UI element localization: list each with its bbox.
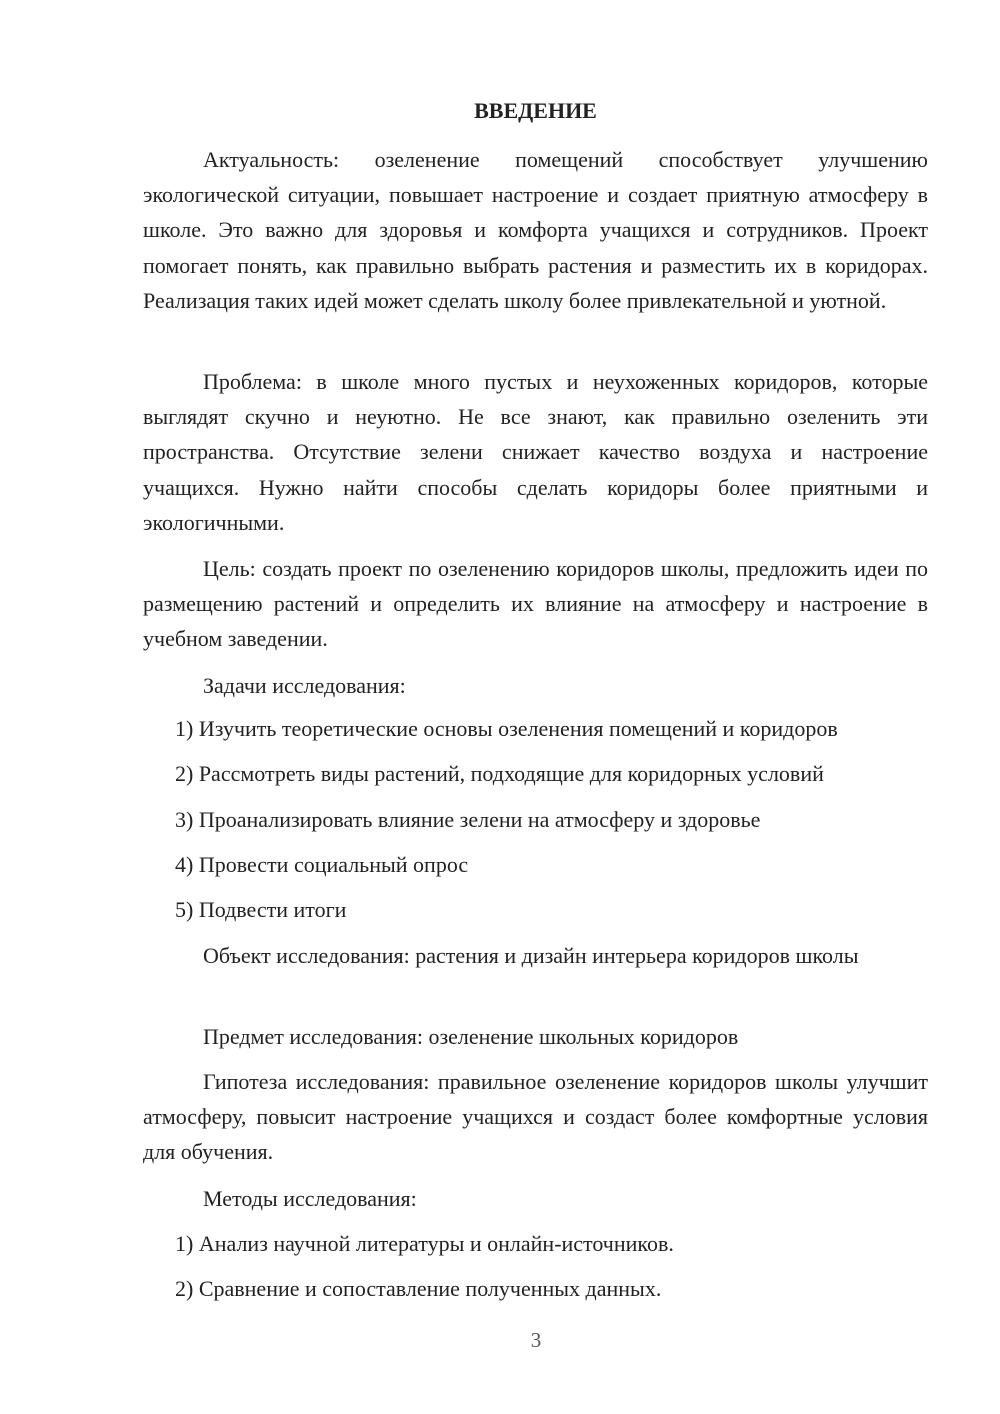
- tasks-heading: Задачи исследования:: [203, 673, 406, 698]
- object-paragraph: Объект исследования: растения и дизайн интерьера коридоров школы: [203, 943, 859, 968]
- task-item-4: 4) Провести социальный опрос: [175, 852, 469, 877]
- task-item-5: 5) Подвести итоги: [175, 897, 347, 922]
- task-item-2: 2) Рассмотреть виды растений, подходящие для коридорных условий: [175, 761, 824, 786]
- subject-paragraph: Предмет исследования: озеленение школьных коридоров: [203, 1024, 739, 1049]
- relevance-paragraph: Актуальность: озеленение помещений способствует улучшению экологической ситуации, повышает настроение и создает приятную атмосферу в школе. Это важно для здоровья и комфорта учащихся и сотрудников. Проект помогает понять, как правильно выбрать растения и разместить их в коридорах. Реализация таких идей может сделать школу более привлекательной и уютной.: [143, 147, 928, 313]
- method-item-2: 2) Сравнение и сопоставление полученных данных.: [175, 1276, 662, 1301]
- goal-paragraph: Цель: создать проект по озеленению коридоров школы, предложить идеи по размещению растений и определить их влияние на атмосферу и настроение в учебном заведении.: [143, 556, 928, 652]
- hypothesis-paragraph: Гипотеза исследования: правильное озеленение коридоров школы улучшит атмосферу, повысит настроение учащихся и создаст более комфортные условия для обучения.: [143, 1069, 928, 1165]
- page-title: ВВЕДЕНИЕ: [474, 98, 597, 123]
- problem-paragraph: Проблема: в школе много пустых и неухоженных коридоров, которые выглядят скучно и неуютно. Не все знают, как правильно озеленить эти пространства. Отсутствие зелени снижает качество воздуха и настроение учащихся. Нужно найти способы сделать коридоры более приятными и экологичными.: [143, 369, 928, 535]
- methods-heading: Методы исследования:: [203, 1186, 417, 1211]
- task-item-1: 1) Изучить теоретические основы озеленения помещений и коридоров: [175, 716, 838, 741]
- method-item-1: 1) Анализ научной литературы и онлайн-источников.: [175, 1231, 674, 1256]
- task-item-3: 3) Проанализировать влияние зелени на атмосферу и здоровье: [175, 807, 761, 832]
- page-number: 3: [530, 1328, 542, 1352]
